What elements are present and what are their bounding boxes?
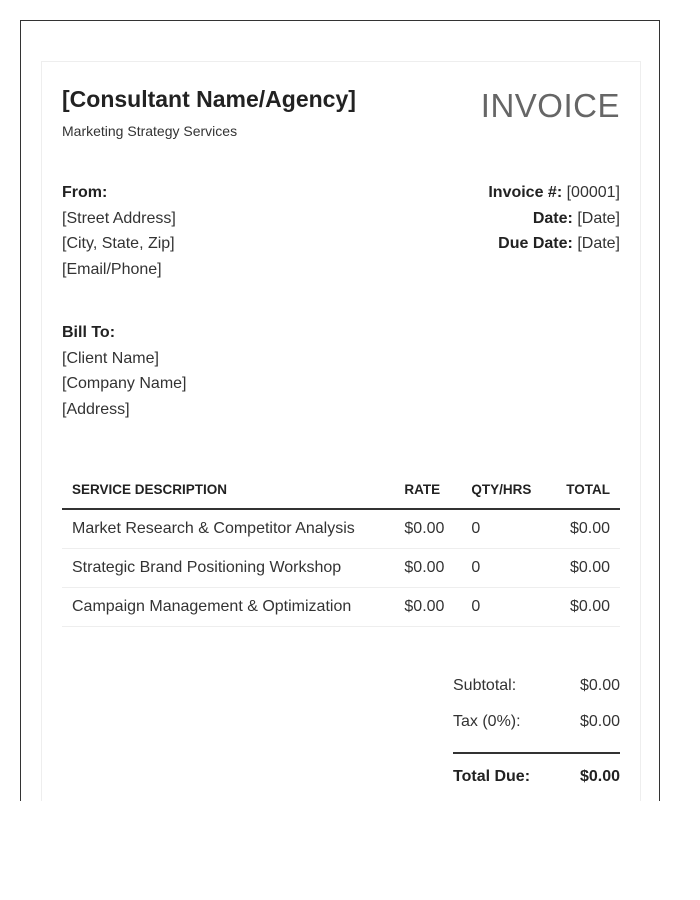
bill-to-address: [Address] <box>62 401 130 419</box>
subtotal-row <box>453 668 620 704</box>
invoice-content <box>62 84 620 785</box>
consultant-tagline: Marketing Strategy Services <box>62 123 238 139</box>
service-rate: $0.00 <box>394 588 461 627</box>
column-header-description: SERVICE DESCRIPTION <box>62 470 394 509</box>
invoice-date-line <box>488 206 620 232</box>
column-header-rate: RATE <box>394 470 461 509</box>
service-total: $0.00 <box>556 509 620 549</box>
due-date-line <box>488 231 620 257</box>
invoice-number-line <box>488 180 620 206</box>
service-total: $0.00 <box>556 588 620 627</box>
from-email-phone: [Email/Phone] <box>62 261 162 279</box>
invoice-number-label: Invoice #: <box>488 184 563 201</box>
due-date-label: Due Date: <box>498 235 573 253</box>
consultant-name: [Consultant Name/Agency] <box>62 86 356 112</box>
invoice-header <box>62 84 620 180</box>
table-row <box>62 549 620 588</box>
from-street: [Street Address] <box>62 209 176 227</box>
service-rate: $0.00 <box>394 549 461 588</box>
subtotal-label: Subtotal: <box>453 677 517 694</box>
document-title: INVOICE <box>480 87 620 124</box>
total-due-row <box>453 754 620 800</box>
service-description: Strategic Brand Positioning Workshop <box>62 549 394 588</box>
from-label: From: <box>62 184 108 201</box>
from-address-block <box>62 180 176 283</box>
bill-to-company-name: [Company Name] <box>62 375 187 393</box>
tax-value: $0.00 <box>579 713 620 730</box>
table-row <box>62 588 620 627</box>
table-row <box>62 509 620 549</box>
service-total: $0.00 <box>556 549 620 588</box>
service-description: Market Research & Competitor Analysis <box>62 509 394 549</box>
service-rate: $0.00 <box>394 509 461 549</box>
total-due-value: $0.00 <box>579 768 620 785</box>
totals-block <box>453 668 620 800</box>
subtotal-value: $0.00 <box>579 677 620 694</box>
column-header-qty: QTY/HRS <box>461 470 556 509</box>
invoice-number-value: [00001] <box>566 184 620 201</box>
column-header-total: TOTAL <box>556 470 620 509</box>
service-description: Campaign Management & Optimization <box>62 588 394 627</box>
invoice-meta <box>62 180 620 320</box>
tax-row <box>453 704 620 740</box>
services-table <box>62 470 620 627</box>
invoice-date-label: Date: <box>532 209 573 227</box>
service-qty: 0 <box>461 549 556 588</box>
total-due-label: Total Due: <box>453 768 531 785</box>
invoice-date-value: [Date] <box>577 209 620 227</box>
service-qty: 0 <box>461 509 556 549</box>
bill-to-label: Bill To: <box>62 324 116 341</box>
invoice-details-block <box>488 180 620 257</box>
from-city-state-zip: [City, State, Zip] <box>62 235 175 253</box>
table-header-row <box>62 470 620 509</box>
bill-to-block <box>62 320 620 470</box>
due-date-value: [Date] <box>577 235 620 253</box>
bill-to-client-name: [Client Name] <box>62 349 159 367</box>
service-qty: 0 <box>461 588 556 627</box>
tax-label: Tax (0%): <box>453 713 521 730</box>
